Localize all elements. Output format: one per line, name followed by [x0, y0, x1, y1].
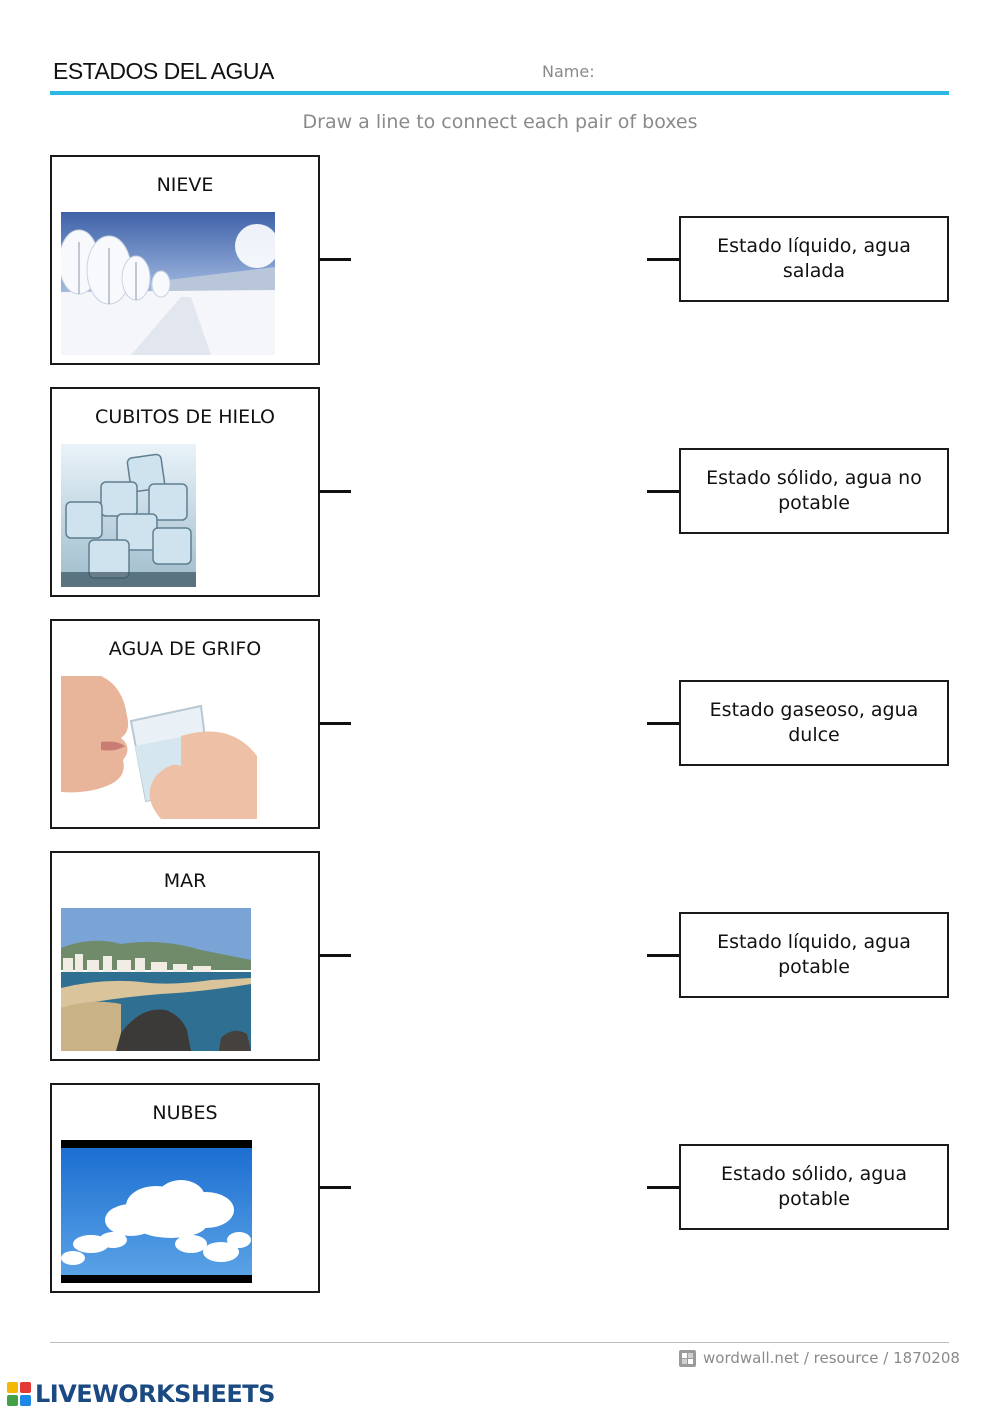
right-connector[interactable] [647, 258, 679, 261]
left-connector[interactable] [319, 1186, 351, 1189]
match-row [0, 619, 1000, 829]
sea-beach-image [61, 908, 251, 1051]
footer-divider [50, 1342, 949, 1343]
right-card[interactable]: Estado sólido, agua no potable [679, 448, 949, 534]
liveworksheets-logo-icon [6, 1381, 32, 1407]
name-label: Name: [542, 62, 595, 81]
left-connector[interactable] [319, 490, 351, 493]
left-card-nieve[interactable] [50, 155, 320, 365]
left-connector[interactable] [319, 722, 351, 725]
right-card[interactable]: Estado líquido, agua salada [679, 216, 949, 302]
left-card-label: NIEVE [156, 174, 214, 196]
left-card-label: AGUA DE GRIFO [108, 638, 262, 660]
left-card-label: CUBITOS DE HIELO [95, 406, 275, 428]
right-connector[interactable] [647, 722, 679, 725]
header-divider [50, 91, 949, 95]
wordwall-logo-icon [679, 1350, 696, 1367]
left-connector[interactable] [319, 954, 351, 957]
left-card-cubitos[interactable] [50, 387, 320, 597]
match-row [0, 387, 1000, 597]
snow-landscape-image [61, 212, 275, 355]
ice-cubes-image [61, 444, 196, 587]
left-connector[interactable] [319, 258, 351, 261]
match-row [0, 155, 1000, 365]
left-card-label: MAR [163, 870, 207, 892]
right-connector[interactable] [647, 490, 679, 493]
footer-credit[interactable] [679, 1349, 960, 1367]
credit-text: wordwall.net / resource / 1870208 [703, 1349, 960, 1367]
left-card-agua-grifo[interactable] [50, 619, 320, 829]
right-card[interactable]: Estado sólido, agua potable [679, 1144, 949, 1230]
right-card[interactable]: Estado gaseoso, agua dulce [679, 680, 949, 766]
right-connector[interactable] [647, 954, 679, 957]
match-row [0, 851, 1000, 1061]
drinking-water-image [61, 676, 257, 819]
right-card[interactable]: Estado líquido, agua potable [679, 912, 949, 998]
liveworksheets-brand[interactable] [6, 1380, 275, 1408]
brand-name: LIVEWORKSHEETS [35, 1380, 275, 1408]
left-card-label: NUBES [152, 1102, 218, 1124]
right-connector[interactable] [647, 1186, 679, 1189]
clouds-sky-image [61, 1140, 252, 1283]
left-card-nubes[interactable] [50, 1083, 320, 1293]
left-card-mar[interactable] [50, 851, 320, 1061]
worksheet-title: ESTADOS DEL AGUA [53, 58, 274, 84]
match-row [0, 1083, 1000, 1293]
instructions-text: Draw a line to connect each pair of boxes [302, 111, 698, 133]
